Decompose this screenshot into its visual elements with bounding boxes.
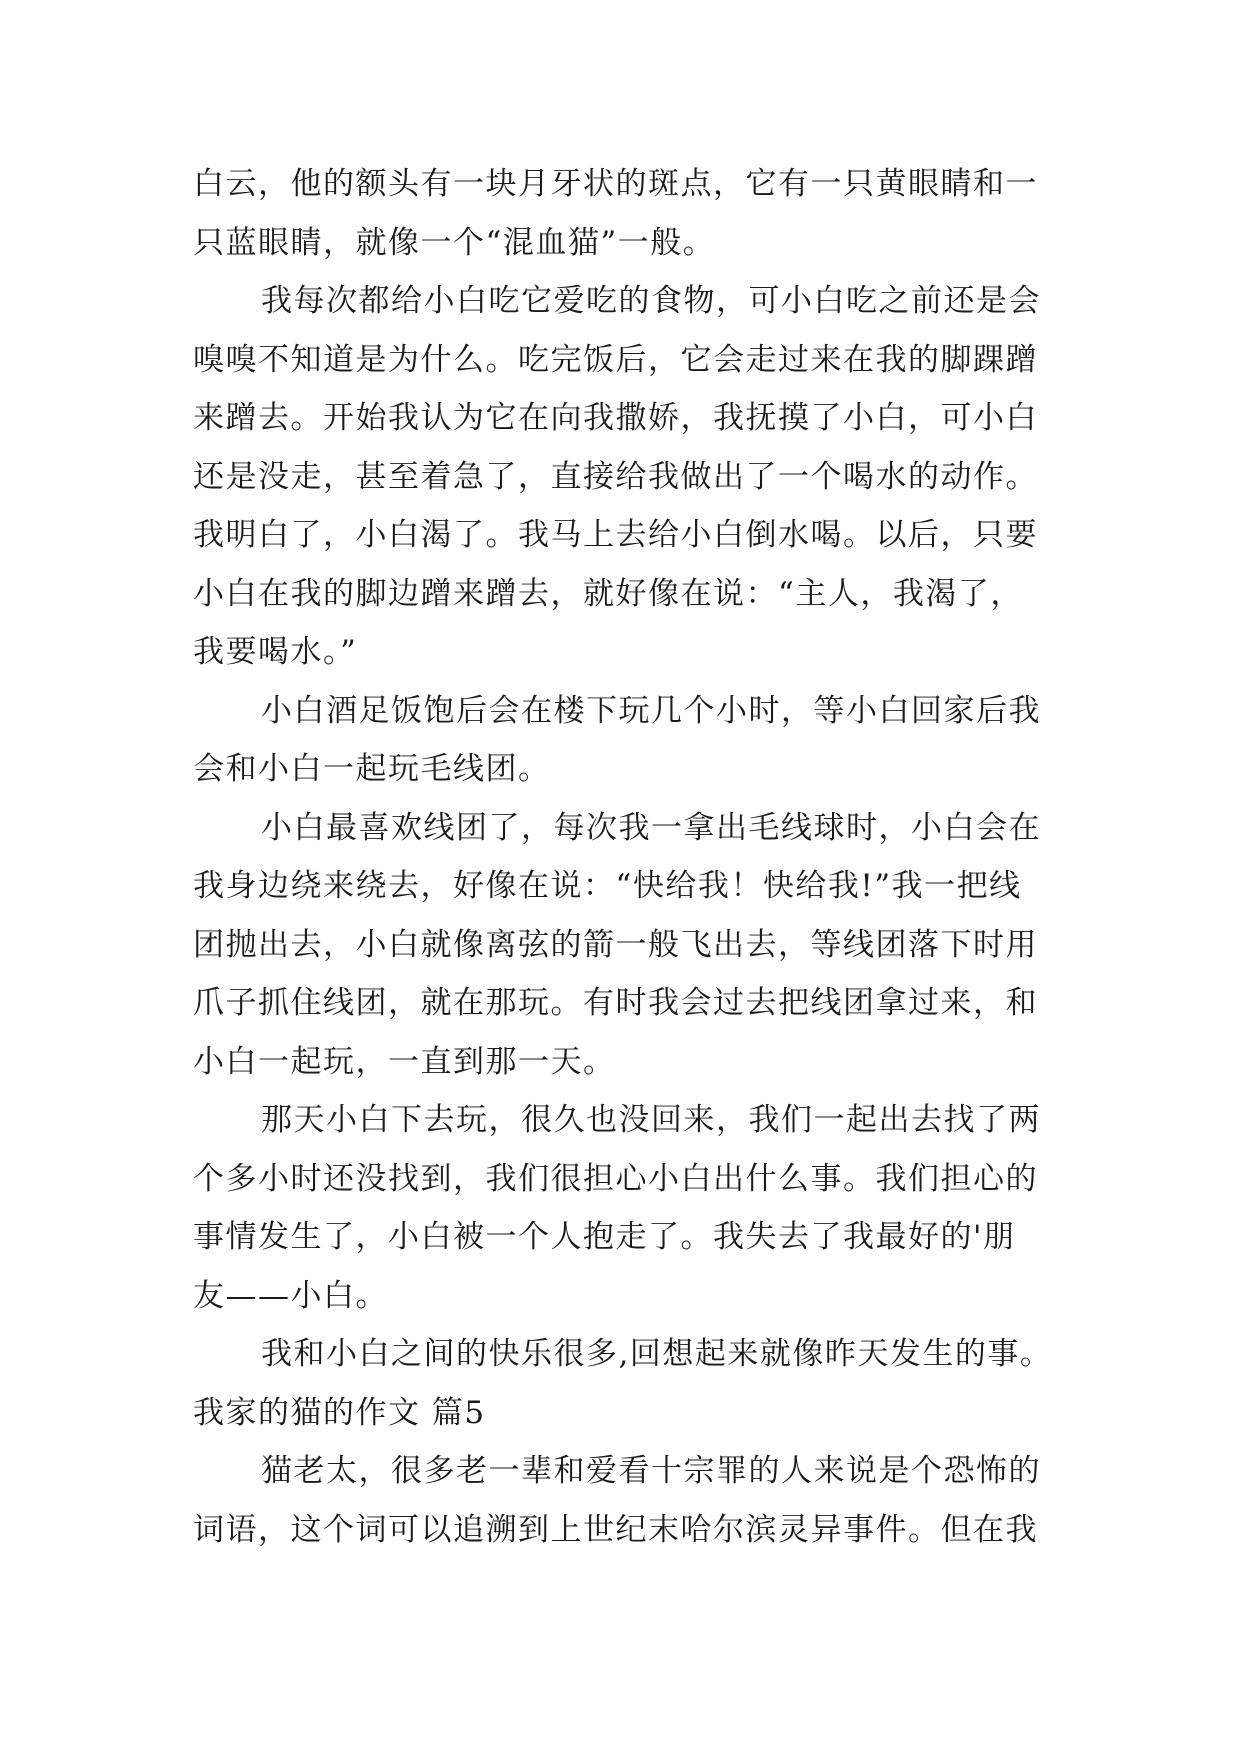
text-line: 小白最喜欢线团了，每次我一拿出毛线球时，小白会在 xyxy=(261,809,1041,846)
text-line: 团抛出去，小白就像离弦的箭一般飞出去，等线团落下时用 xyxy=(193,926,1038,963)
text-line: 事情发生了，小白被一个人抱走了。我失去了我最好的'朋 xyxy=(193,1219,1016,1255)
essay-text xyxy=(193,155,1073,1559)
text-line: 还是没走，甚至着急了，直接给我做出了一个喝水的动作。 xyxy=(193,458,1038,495)
text-line: 我和小白之间的快乐很多,回想起来就像昨天发生的事。 xyxy=(261,1336,1053,1372)
text-line: 来蹭去。开始我认为它在向我撒娇，我抚摸了小白，可小白 xyxy=(193,400,1038,436)
text-line: 爪子抓住线团，就在那玩。有时我会过去把线团拿过来，和 xyxy=(193,985,1038,1021)
text-line: 我身边绕来绕去，好像在说：“快给我！快给我!”我一把线 xyxy=(193,868,1022,904)
text-line: 我家的猫的作文 篇5 xyxy=(193,1394,486,1431)
text-line: 个多小时还没找到，我们很担心小白出什么事。我们担心的 xyxy=(193,1160,1038,1197)
text-line: 小白一起玩，一直到那一天。 xyxy=(193,1043,616,1080)
text-line: 嗅嗅不知道是为什么。吃完饭后，它会走过来在我的脚踝蹭 xyxy=(193,341,1038,378)
text-line: 词语，这个词可以追溯到上世纪末哈尔滨灵异事件。但在我 xyxy=(193,1511,1038,1548)
text-line: 只蓝眼睛，就像一个“混血猫”一般。 xyxy=(193,224,716,261)
text-line: 小白在我的脚边蹭来蹭去，就好像在说：“主人，我渴了， xyxy=(193,575,1023,612)
text-line: 我明白了，小白渴了。我马上去给小白倒水喝。以后，只要 xyxy=(193,517,1038,553)
text-line: 那天小白下去玩，很久也没回来，我们一起出去找了两 xyxy=(261,1102,1041,1138)
text-line: 猫老太，很多老一辈和爱看十宗罪的人来说是个恐怖的 xyxy=(261,1453,1041,1489)
text-line: 友——小白。 xyxy=(193,1277,388,1314)
text-line: 我要喝水。” xyxy=(193,634,358,670)
text-line: 会和小白一起玩毛线团。 xyxy=(193,751,551,787)
text-line: 我每次都给小白吃它爱吃的食物，可小白吃之前还是会 xyxy=(261,283,1041,319)
text-line: 小白酒足饭饱后会在楼下玩几个小时，等小白回家后我 xyxy=(261,692,1041,729)
text-line: 白云，他的额头有一块月牙状的斑点，它有一只黄眼睛和一 xyxy=(193,166,1038,202)
